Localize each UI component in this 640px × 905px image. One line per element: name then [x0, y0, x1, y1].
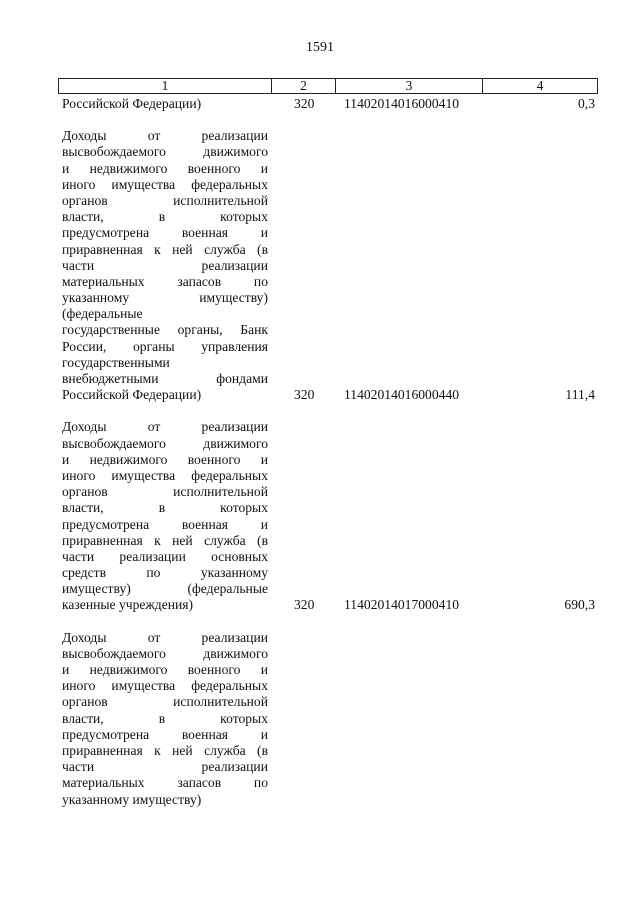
description-line: государственные органы, Банк	[62, 322, 268, 338]
table-body	[58, 96, 597, 808]
description-line: Доходы от реализации	[62, 629, 268, 645]
row-description	[62, 128, 268, 403]
description-line: иного имущества федеральных	[62, 176, 268, 192]
amount: 0,3	[578, 96, 595, 111]
page-number: 1591	[306, 40, 334, 55]
table-row	[58, 96, 597, 112]
description-line: органов исполнительной	[62, 192, 268, 208]
column-header-3: 3	[336, 79, 483, 94]
description-line: власти, в которых	[62, 209, 268, 225]
row-description	[62, 419, 268, 613]
description-line: (федеральные	[62, 306, 143, 322]
description-line: и недвижимого военного и	[62, 662, 268, 677]
description-line: материальных запасов по	[62, 273, 268, 289]
description-line: высвобождаемого движимого	[62, 144, 268, 160]
row-spacer	[58, 614, 597, 630]
table-row	[58, 128, 597, 403]
description-line: части реализации	[62, 257, 268, 273]
description-line: высвобождаемого движимого	[62, 435, 268, 451]
column-header-1: 1	[59, 79, 272, 94]
amount: 111,4	[565, 387, 595, 403]
description-line: предусмотрена военная и	[62, 225, 268, 241]
description-line: внебюджетными фондами	[62, 371, 268, 386]
description-line: иного имущества федеральных	[62, 467, 268, 483]
table-row	[58, 419, 597, 613]
description-line: средств по указанному	[62, 565, 268, 581]
column-header-4: 4	[483, 79, 598, 94]
table-row	[58, 630, 597, 808]
description-line: Доходы от реализации	[62, 419, 268, 435]
row-description	[62, 96, 268, 112]
description-line: иного имущества федеральных	[62, 678, 268, 694]
description-line: указанному имуществу)	[62, 791, 202, 807]
description-line: России, органы управления	[62, 338, 268, 354]
description-line: предусмотрена военная и	[62, 726, 268, 742]
column-header-2: 2	[272, 79, 336, 94]
description-line: приравненная к ней служба (в	[62, 742, 268, 758]
admin-code: 320	[294, 597, 315, 613]
description-line: казенные учреждения)	[62, 597, 194, 613]
description-line: и недвижимого военного и	[62, 451, 268, 467]
description-line: имуществу) (федеральные	[62, 581, 268, 597]
description-line: Доходы от реализации	[62, 128, 268, 144]
description-line: органов исполнительной	[62, 484, 268, 500]
description-line: Российской Федерации)	[62, 387, 202, 403]
description-line: и недвижимого военного и	[62, 160, 268, 176]
column-header-table	[58, 78, 598, 94]
row-description	[62, 630, 268, 808]
description-line: указанному имуществу)	[62, 290, 268, 306]
row-spacer	[58, 403, 597, 419]
row-spacer	[58, 112, 597, 128]
amount: 690,3	[564, 597, 595, 613]
description-line: власти, в которых	[62, 710, 268, 726]
description-line: органов исполнительной	[62, 694, 268, 710]
column-header-row	[59, 79, 598, 94]
description-line: государственными	[62, 354, 170, 370]
budget-classification-code: 11402014017000410	[344, 597, 460, 613]
budget-classification-code: 11402014016000410	[344, 96, 460, 111]
description-line: Российской Федерации)	[62, 96, 202, 111]
description-line: власти, в которых	[62, 500, 268, 516]
description-line: высвобождаемого движимого	[62, 645, 268, 661]
description-line: части реализации	[62, 759, 268, 775]
description-line: приравненная к ней служба (в	[62, 532, 268, 548]
description-line: части реализации основных	[62, 548, 268, 564]
description-line: приравненная к ней служба (в	[62, 241, 268, 257]
budget-classification-code: 11402014016000440	[344, 387, 460, 403]
description-line: материальных запасов по	[62, 775, 268, 791]
admin-code: 320	[294, 387, 315, 403]
description-line: предусмотрена военная и	[62, 516, 268, 532]
admin-code: 320	[294, 96, 315, 111]
